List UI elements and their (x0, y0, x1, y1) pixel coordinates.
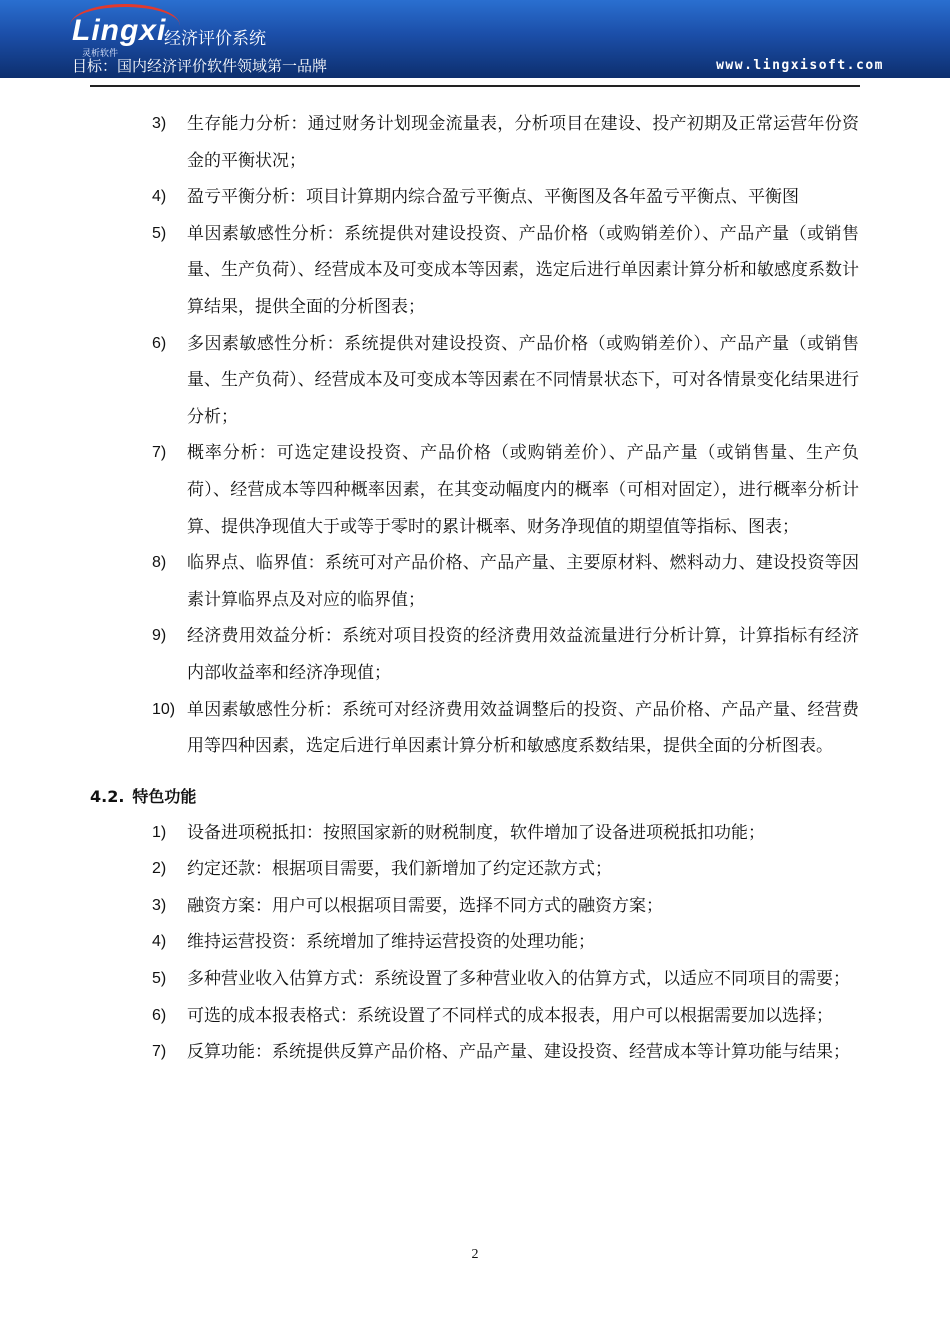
list-item (0, 106, 950, 179)
section-heading (90, 779, 950, 815)
page-content (0, 106, 950, 1071)
list-item-number: 7) (152, 1043, 167, 1061)
list-item-number: 2) (152, 860, 167, 878)
list-item (0, 216, 950, 326)
list-item (0, 961, 950, 998)
list-item-number: 6) (152, 334, 167, 352)
list-item-text: 临界点、临界值：系统可对产品价格、产品产量、主要原材料、燃料动力、建设投资等因素计算临界点及对应的临界值； (187, 553, 859, 610)
list-item (0, 851, 950, 888)
list-item-number: 1) (152, 823, 167, 841)
list-item-text: 盈亏平衡分析：项目计算期内综合盈亏平衡点、平衡图及各年盈亏平衡点、平衡图 (187, 187, 799, 208)
list-item (0, 545, 950, 618)
header-banner (0, 0, 950, 78)
list-item-text: 可选的成本报表格式：系统设置了不同样式的成本报表，用户可以根据需要加以选择； (187, 1005, 833, 1026)
list-item-text: 设备进项税抵扣：按照国家新的财税制度，软件增加了设备进项税抵扣功能； (187, 822, 765, 843)
company-logo: Lingxi (72, 14, 167, 47)
list-item (0, 924, 950, 961)
list-item-number: 6) (152, 1006, 167, 1024)
section-number: 4.2. (90, 786, 125, 806)
feature-list (0, 815, 950, 1071)
list-item-number: 4) (152, 933, 167, 951)
list-item-number: 3) (152, 115, 167, 132)
list-item-text: 经济费用效益分析：系统对项目投资的经济费用效益流量进行分析计算，计算指标有经济内部收益率和经济净现值； (187, 626, 859, 683)
list-item (0, 815, 950, 852)
list-item (0, 888, 950, 925)
list-item-text: 概率分析：可选定建设投资、产品价格（或购销差价）、产品产量（或销售量、生产负荷）、经营成本等四种概率因素，在其变动幅度内的概率（可相对固定），进行概率分析计算、提供净现值大于或等于零时的累计概率、财务净现值的期望值等指标、图表； (187, 443, 859, 537)
list-item-number: 9) (152, 627, 167, 645)
list-item (0, 998, 950, 1035)
list-item-text: 多种营业收入估算方式：系统设置了多种营业收入的估算方式，以适应不同项目的需要； (187, 969, 850, 990)
list-item-text: 融资方案：用户可以根据项目需要，选择不同方式的融资方案； (187, 895, 663, 916)
header-divider (90, 85, 860, 87)
list-item-text: 单因素敏感性分析：系统可对经济费用效益调整后的投资、产品价格、产品产量、经营费用等四种因素，选定后进行单因素计算分析和敏感度系数结果，提供全面的分析图表。 (187, 699, 859, 757)
list-item-text: 生存能力分析：通过财务计划现金流量表，分析项目在建设、投产初期及正常运营年份资金的平衡状况； (187, 114, 859, 171)
section-title: 特色功能 (132, 786, 197, 806)
list-item (0, 618, 950, 691)
list-item (0, 1034, 950, 1071)
analysis-function-list (0, 106, 950, 765)
list-item (0, 435, 950, 545)
list-item-text: 多因素敏感性分析：系统提供对建设投资、产品价格（或购销差价）、产品产量（或销售量、生产负荷）、经营成本及可变成本等因素在不同情景状态下，可对各情景变化结果进行分析； (187, 333, 859, 427)
header-slogan: 目标：国内经济评价软件领域第一品牌 (72, 57, 328, 75)
list-item-text: 单因素敏感性分析：系统提供对建设投资、产品价格（或购销差价）、产品产量（或销售量、生产负荷）、经营成本及可变成本等因素，选定后进行单因素计算分析和敏感度系数计算结果，提供全面的分析图表； (187, 223, 859, 317)
list-item-number: 5) (152, 224, 167, 242)
list-item-number: 7) (152, 444, 167, 462)
website-url: www.lingxisoft.com (716, 58, 884, 73)
product-name: 经济评价系统 (164, 29, 266, 49)
logo-subtitle: 灵析软件 (82, 49, 119, 59)
page-number: 2 (471, 1247, 479, 1262)
list-item (0, 692, 950, 765)
list-item-number: 4) (152, 188, 167, 206)
list-item-text: 维持运营投资：系统增加了维持运营投资的处理功能； (187, 932, 595, 953)
list-item-text: 反算功能：系统提供反算产品价格、产品产量、建设投资、经营成本等计算功能与结果； (187, 1042, 850, 1063)
list-item (0, 179, 950, 216)
list-item-number: 5) (152, 970, 167, 988)
list-item-number: 8) (152, 554, 167, 572)
list-item (0, 326, 950, 436)
list-item-text: 约定还款：根据项目需要，我们新增加了约定还款方式； (187, 859, 612, 880)
list-item-number: 3) (152, 896, 167, 914)
list-item-number: 10) (152, 700, 176, 718)
